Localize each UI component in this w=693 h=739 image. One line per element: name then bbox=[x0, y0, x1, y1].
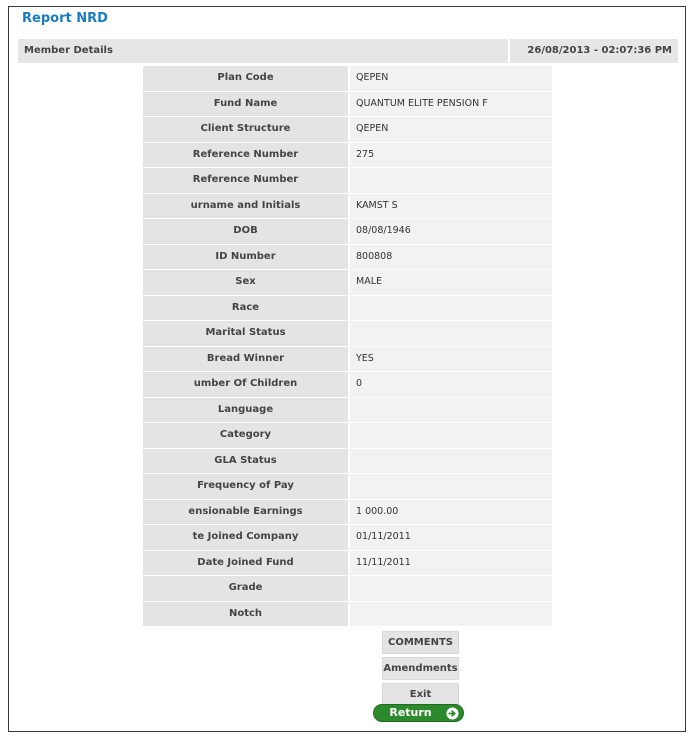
field-label: ID Number bbox=[143, 245, 350, 271]
field-label: Reference Number bbox=[143, 143, 350, 169]
field-value bbox=[350, 398, 552, 424]
field-value bbox=[350, 576, 552, 602]
field-value: 11/11/2011 bbox=[350, 551, 552, 577]
arrow-right-circle-icon bbox=[446, 707, 459, 720]
field-value bbox=[350, 321, 552, 347]
field-value bbox=[350, 296, 552, 322]
field-label: Notch bbox=[143, 602, 350, 628]
field-label: umber Of Children bbox=[143, 372, 350, 398]
field-row-surname-initials bbox=[143, 194, 552, 220]
field-row-number-of-children bbox=[143, 372, 552, 398]
field-label: Sex bbox=[143, 270, 350, 296]
field-value bbox=[350, 602, 552, 628]
field-row-id-number bbox=[143, 245, 552, 271]
member-details-table bbox=[143, 66, 552, 627]
field-row-reference-number bbox=[143, 143, 552, 169]
field-value: YES bbox=[350, 347, 552, 373]
field-label: Grade bbox=[143, 576, 350, 602]
field-value: KAMST S bbox=[350, 194, 552, 220]
report-frame bbox=[8, 6, 686, 732]
field-value: MALE bbox=[350, 270, 552, 296]
field-row-notch bbox=[143, 602, 552, 628]
field-label: DOB bbox=[143, 219, 350, 245]
field-row-fund-name bbox=[143, 92, 552, 118]
field-row-sex bbox=[143, 270, 552, 296]
field-row-language bbox=[143, 398, 552, 424]
comments-button[interactable]: COMMENTS bbox=[382, 631, 459, 654]
field-row-category bbox=[143, 423, 552, 449]
field-value bbox=[350, 449, 552, 475]
field-value: 01/11/2011 bbox=[350, 525, 552, 551]
field-label: Date Joined Fund bbox=[143, 551, 350, 577]
field-row-race bbox=[143, 296, 552, 322]
field-label: Marital Status bbox=[143, 321, 350, 347]
field-row-marital-status bbox=[143, 321, 552, 347]
field-value: QEPEN bbox=[350, 117, 552, 143]
field-label: GLA Status bbox=[143, 449, 350, 475]
field-value bbox=[350, 474, 552, 500]
field-label: Frequency of Pay bbox=[143, 474, 350, 500]
page-title: Report NRD bbox=[22, 11, 108, 26]
field-label: Bread Winner bbox=[143, 347, 350, 373]
report-timestamp: 26/08/2013 - 02:07:36 PM bbox=[527, 45, 672, 56]
field-row-pensionable-earnings bbox=[143, 500, 552, 526]
field-row-plan-code bbox=[143, 66, 552, 92]
return-button[interactable] bbox=[373, 704, 464, 722]
section-header bbox=[18, 39, 678, 63]
field-label: Client Structure bbox=[143, 117, 350, 143]
field-row-dob bbox=[143, 219, 552, 245]
field-label: Fund Name bbox=[143, 92, 350, 118]
field-value: 08/08/1946 bbox=[350, 219, 552, 245]
field-row-frequency-of-pay bbox=[143, 474, 552, 500]
field-row-bread-winner bbox=[143, 347, 552, 373]
field-row-date-joined-company bbox=[143, 525, 552, 551]
section-label: Member Details bbox=[18, 39, 510, 63]
amendments-button[interactable]: Amendments bbox=[382, 657, 459, 680]
field-value: QUANTUM ELITE PENSION F bbox=[350, 92, 552, 118]
field-row-grade bbox=[143, 576, 552, 602]
field-label: Language bbox=[143, 398, 350, 424]
exit-button[interactable]: Exit bbox=[382, 683, 459, 706]
field-label: ensionable Earnings bbox=[143, 500, 350, 526]
field-value bbox=[350, 423, 552, 449]
field-label: Plan Code bbox=[143, 66, 350, 92]
field-row-gla-status bbox=[143, 449, 552, 475]
field-row-date-joined-fund bbox=[143, 551, 552, 577]
field-label: Reference Number bbox=[143, 168, 350, 194]
field-value bbox=[350, 168, 552, 194]
field-value: 800808 bbox=[350, 245, 552, 271]
field-row-client-structure bbox=[143, 117, 552, 143]
field-label: urname and Initials bbox=[143, 194, 350, 220]
field-label: Race bbox=[143, 296, 350, 322]
field-value: 275 bbox=[350, 143, 552, 169]
field-value: QEPEN bbox=[350, 66, 552, 92]
field-label: te Joined Company bbox=[143, 525, 350, 551]
field-value: 1 000.00 bbox=[350, 500, 552, 526]
field-label: Category bbox=[143, 423, 350, 449]
return-button-label: Return bbox=[389, 706, 432, 719]
field-row-other-reference-number bbox=[143, 168, 552, 194]
field-value: 0 bbox=[350, 372, 552, 398]
